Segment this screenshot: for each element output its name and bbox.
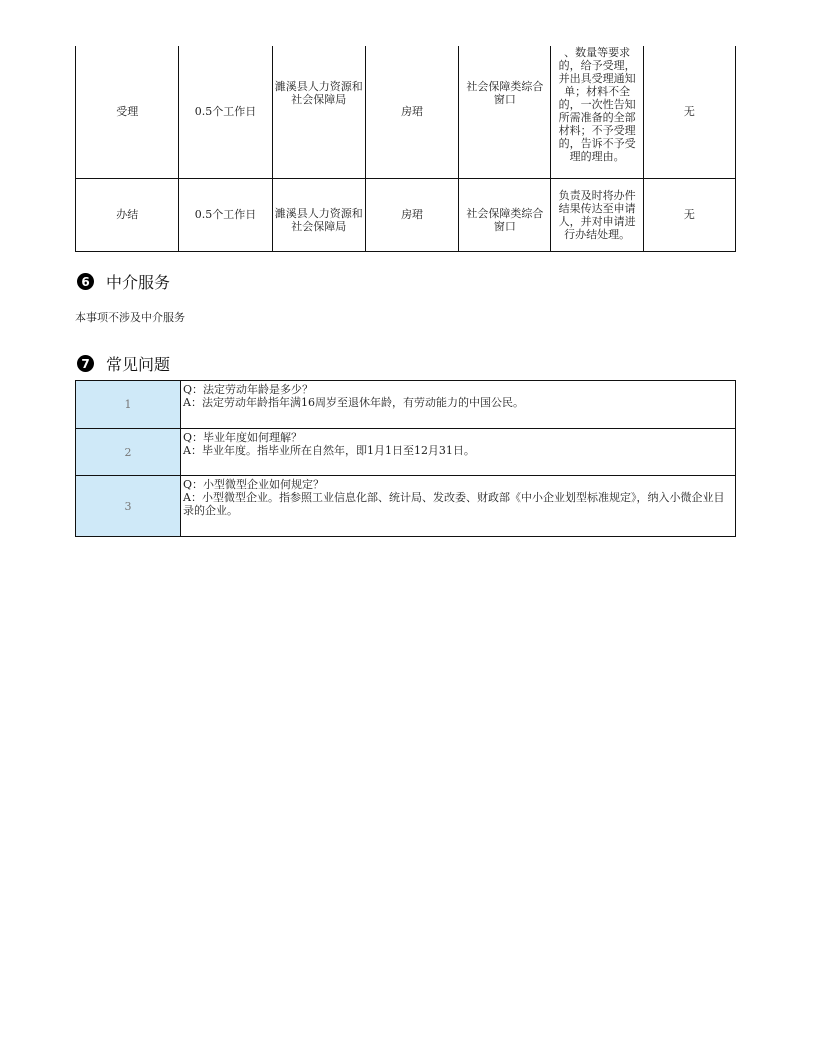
step-cell: 受理 <box>76 46 179 178</box>
person-cell: 房珺 <box>365 46 458 178</box>
section-heading-faq <box>77 352 170 375</box>
standard-cell: 、数量等要求的，给予受理，并出具受理通知单；材料不全的，一次性告知所需准备的全部材料；不予受理的，告诉不予受理的理由。 <box>551 46 643 178</box>
faq-index: 3 <box>76 476 181 537</box>
time-cell: 0.5个工作日 <box>179 46 272 178</box>
table-row <box>76 46 736 178</box>
time-cell: 0.5个工作日 <box>179 178 272 251</box>
faq-question: Q：毕业年度如何理解？ <box>183 431 303 444</box>
process-table <box>75 46 736 252</box>
table-row <box>76 429 736 476</box>
number-6-icon: 6 <box>77 273 94 290</box>
step-cell: 办结 <box>76 178 179 251</box>
standard-cell: 负责及时将办件结果传达至申请人，并对申请进行办结处理。 <box>551 178 643 251</box>
fee-cell: 无 <box>643 46 735 178</box>
faq-answer: A：小型微型企业。指参照工业信息化部、统计局、发改委、财政部《中小企业划型标准规定》，纳入小微企业目录的企业。 <box>183 491 725 517</box>
faq-content <box>181 381 736 429</box>
faq-question: Q：小型微型企业如何规定？ <box>183 478 325 491</box>
section-title: 常见问题 <box>106 355 171 374</box>
faq-index: 1 <box>76 381 181 429</box>
faq-answer: A：法定劳动年龄指年满16周岁至退休年龄，有劳动能力的中国公民。 <box>183 396 524 409</box>
faq-content <box>181 476 736 537</box>
faq-question: Q：法定劳动年龄是多少？ <box>183 383 314 396</box>
section-title: 中介服务 <box>106 273 171 292</box>
faq-answer: A：毕业年度。指毕业所在自然年，即1月1日至12月31日。 <box>183 444 475 457</box>
dept-cell: 濉溪县人力资源和社会保障局 <box>272 46 365 178</box>
table-row <box>76 381 736 429</box>
fee-cell: 无 <box>643 178 735 251</box>
faq-content <box>181 429 736 476</box>
person-cell: 房珺 <box>365 178 458 251</box>
window-cell: 社会保障类综合窗口 <box>459 46 551 178</box>
section-heading-intermediary <box>77 270 170 293</box>
table-row <box>76 476 736 537</box>
table-row <box>76 178 736 251</box>
faq-table <box>75 380 736 537</box>
window-cell: 社会保障类综合窗口 <box>459 178 551 251</box>
faq-index: 2 <box>76 429 181 476</box>
number-7-icon: 7 <box>77 355 94 372</box>
dept-cell: 濉溪县人力资源和社会保障局 <box>272 178 365 251</box>
intermediary-note: 本事项不涉及中介服务 <box>75 311 185 324</box>
